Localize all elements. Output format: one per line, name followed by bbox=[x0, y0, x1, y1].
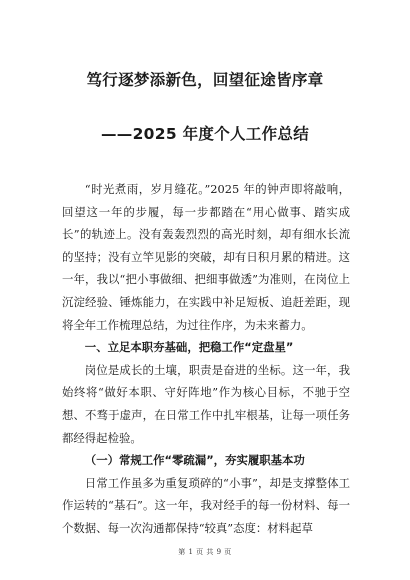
page-footer: 第 1 页 共 9 页 bbox=[178, 548, 232, 556]
section-heading-1: 一、立足本职夯基础，把稳工作“定盘星” bbox=[84, 340, 294, 355]
document-title: 笃行逐梦添新色，回望征途皆序章 bbox=[86, 71, 324, 89]
subsection-heading-1: （一）常规工作“零疏漏”，夯实履职基本功 bbox=[84, 453, 305, 468]
section-paragraph: 岗位是成长的土壤，职责是奋进的坐标。这一年，我始终将“做好本职、守好阵地”作为核心目标，不驰于空想、不骛于虚声，在日常工作中扎牢根基，让每一项任务都经得起检验。 bbox=[62, 362, 350, 445]
document-subtitle: ——2025 年度个人工作总结 bbox=[100, 125, 310, 143]
intro-paragraph: “时光煮雨，岁月缝花。”2025 年的钟声即将敲响，回望这一年的步履，每一步都踏在“用心做事、踏实成长”的轨迹上。没有轰轰烈烈的高光时刻，却有细水长流的坚持；没有立竿见影的突破，却有日积月累的精进。这一年，我以“把小事做细、把细事做透”为准则，在岗位上沉淀经验、锤炼能力，在实践中补足短板、追赶差距，现将全年工作梳理总结，为过往作序，为未来蓄力。 bbox=[62, 182, 350, 332]
document-body bbox=[62, 178, 350, 540]
subsection-paragraph: 日常工作虽多为重复琐碎的“小事”，却是支撑整体工作运转的“基石”。这一年，我对经手的每一份材料、每一个数据、每一次沟通都保持“较真”态度：材料起草 bbox=[62, 475, 350, 535]
